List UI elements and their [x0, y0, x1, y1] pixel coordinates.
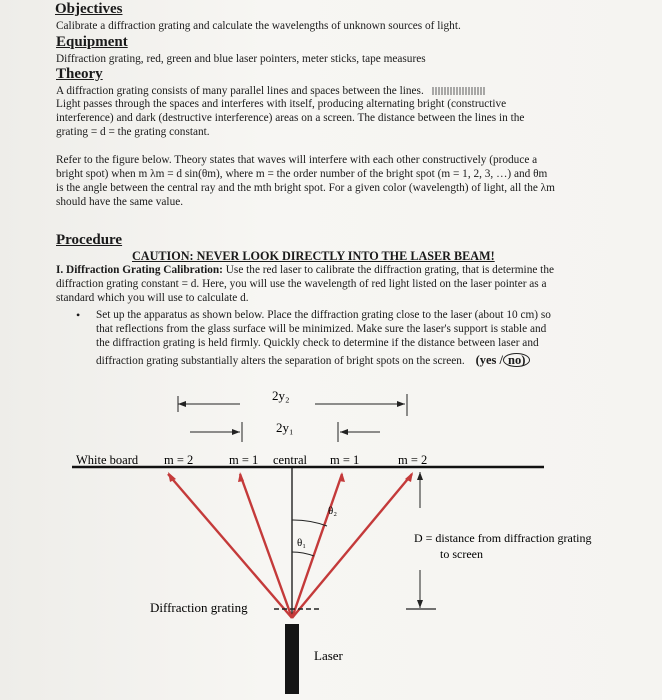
bullet-line-1: Set up the apparatus as shown below. Place the diffraction grating close to the laser (about 10 cm) so — [96, 309, 551, 321]
dim-2y1-left-arrow — [232, 429, 240, 435]
ray-m2-left — [168, 474, 292, 618]
label-m2-right: m = 2 — [398, 453, 428, 467]
theory-heading: Theory — [56, 66, 103, 82]
arc-theta2 — [292, 520, 327, 526]
bullet-point: • — [76, 308, 81, 322]
answer-no-circled: no) — [503, 353, 530, 367]
ray-m2-right — [292, 474, 412, 618]
section-title: I. Diffraction Grating Calibration: — [56, 264, 223, 276]
theory-para2-line-1: Refer to the figure below. Theory states that waves will interfere with each other constructively (produce a — [56, 154, 538, 166]
procedure-line-1 — [56, 264, 554, 276]
theory-line-1-text: A diffraction grating consists of many parallel lines and spaces between the lines. — [56, 85, 424, 97]
dim-d-top-arrow — [417, 472, 423, 480]
label-m1-right: m = 1 — [330, 453, 360, 467]
bullet-line-3: the diffraction grating is held firmly. Quickly check to determine if the distance between laser and — [96, 337, 539, 349]
label-laser: Laser — [314, 648, 343, 663]
theory-para2-line-4: should have the same value. — [56, 196, 184, 208]
bullet-line-2: that reflections from the glass surface will be minimized. Make sure the laser's support is stable and — [96, 323, 547, 335]
label-m2-left: m = 2 — [164, 453, 194, 467]
label-d-line1: D = distance from diffraction grating — [414, 531, 592, 545]
procedure-line-2: diffraction grating constant = d. Here, you will use the wavelength of red light listed on the laser pointer as a — [56, 278, 547, 290]
procedure-line-3: standard which you will use to calculate d. — [56, 292, 249, 304]
dim-d-bottom-arrow — [417, 600, 423, 608]
bullet-line-4-text: diffraction grating substantially alters the separation of bright spots on the screen. — [96, 355, 465, 367]
label-theta2: θ₂ — [328, 505, 338, 517]
bullet-line-4 — [96, 353, 530, 367]
procedure-heading: Procedure — [56, 232, 123, 248]
label-diffraction-grating: Diffraction grating — [150, 600, 248, 615]
objectives-text: Calibrate a diffraction grating and calculate the wavelengths of unknown sources of light. — [56, 20, 461, 32]
label-m1-left: m = 1 — [229, 453, 259, 467]
theory-para2-line-2: bright spot) when m λm = d sin(θm), where m = the order number of the bright spot (m = 1, 2, 3, …) and θm — [56, 168, 548, 180]
theory-line-1 — [56, 85, 491, 97]
dim-2y2-right-arrow — [397, 401, 405, 407]
grating-lines-icon — [431, 86, 491, 96]
diffraction-rays — [168, 474, 412, 618]
section-line-1-text: Use the red laser to calibrate the diffraction grating, that is determine the — [222, 264, 554, 276]
label-white-board: White board — [76, 453, 139, 467]
dim-2y2-left-arrow — [178, 401, 186, 407]
dim-2y1-right-arrow — [340, 429, 348, 435]
theory-line-4: grating = d = the grating constant. — [56, 126, 210, 138]
theory-line-3: interference) and dark (destructive interference) areas on a screen. The distance between the lines in the — [56, 112, 525, 124]
label-2y1: 2y₁ — [276, 420, 294, 435]
diffraction-figure — [0, 380, 662, 700]
equipment-text: Diffraction grating, red, green and blue laser pointers, meter sticks, tape measures — [56, 53, 426, 65]
ray-m1-left — [240, 474, 292, 618]
caution-warning: CAUTION: NEVER LOOK DIRECTLY INTO THE LASER BEAM! — [132, 249, 495, 263]
label-2y2: 2y₂ — [272, 388, 290, 403]
label-central: central — [273, 453, 308, 467]
arrowhead-m1-left — [238, 472, 244, 482]
yes-no-answer — [476, 353, 531, 367]
objectives-heading: Objectives — [55, 1, 123, 17]
laser-body — [285, 624, 299, 694]
theory-para2-line-3: is the angle between the central ray and the mth bright spot. For a given color (wavelength) of light, all the λm — [56, 182, 555, 194]
equipment-heading: Equipment — [56, 34, 128, 50]
label-theta1: θ₁ — [297, 537, 307, 549]
label-d-line2: to screen — [440, 547, 483, 561]
theory-line-2: Light passes through the spaces and interferes with itself, producing alternating bright (constructive — [56, 98, 507, 110]
arc-theta1 — [292, 552, 314, 556]
answer-yes: (yes / — [475, 353, 503, 367]
